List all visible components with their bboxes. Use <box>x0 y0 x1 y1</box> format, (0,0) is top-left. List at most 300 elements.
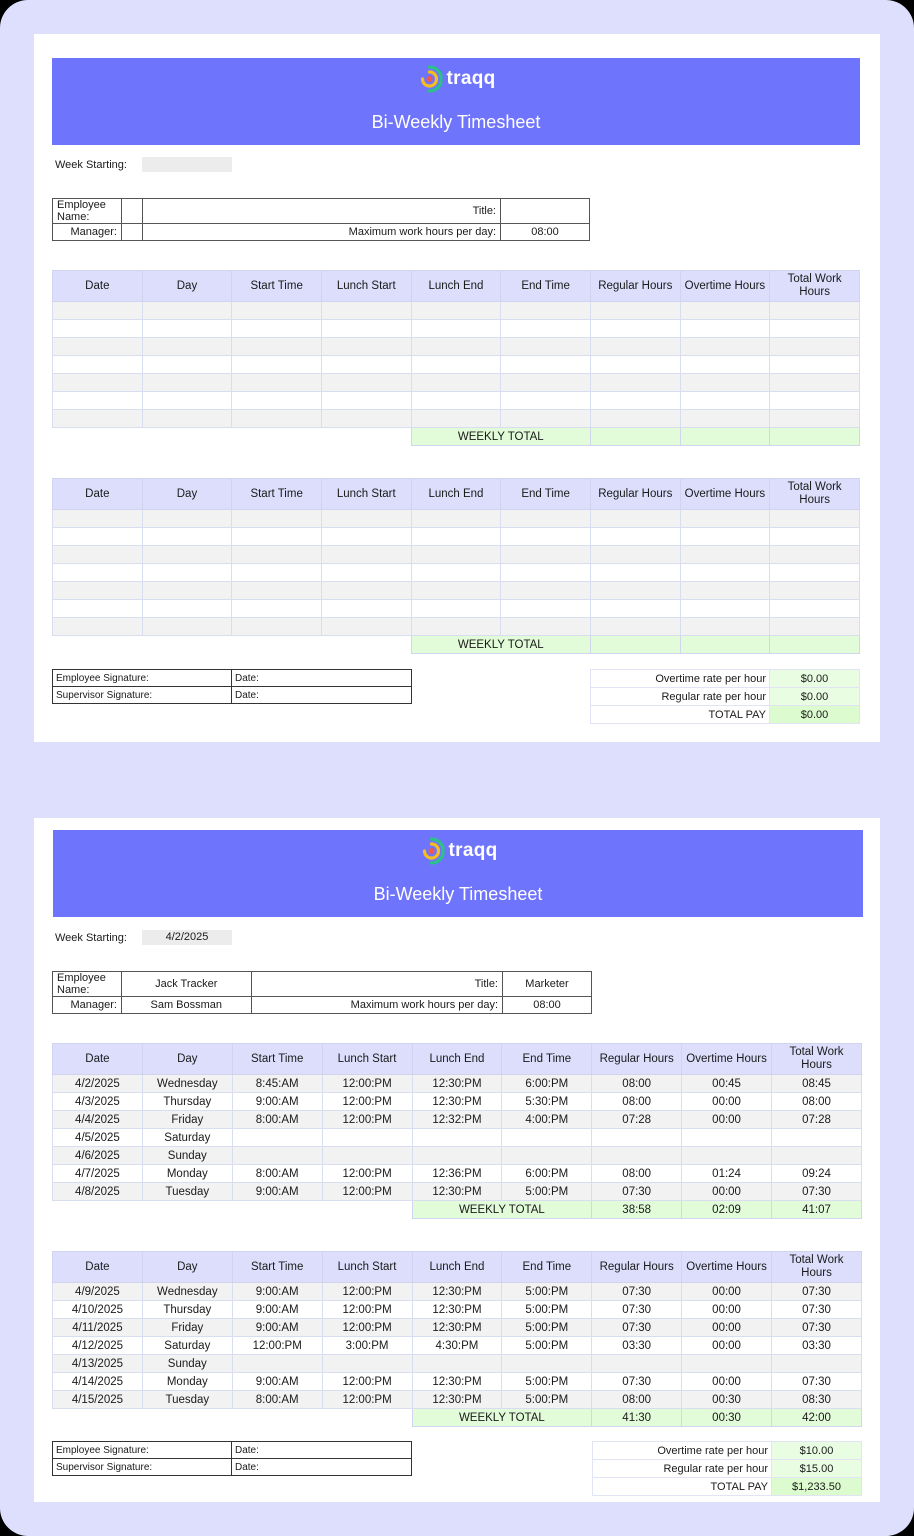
table-cell[interactable]: 00:30 <box>682 1391 772 1409</box>
table-cell[interactable] <box>590 302 680 320</box>
column-header: Start Time <box>232 479 322 510</box>
table-cell[interactable] <box>411 320 501 338</box>
table-cell[interactable] <box>232 1147 322 1165</box>
table-cell[interactable] <box>501 374 591 392</box>
column-header: End Time <box>501 479 591 510</box>
table-cell[interactable]: 12:30:PM <box>412 1391 502 1409</box>
table-cell[interactable] <box>590 510 680 528</box>
table-cell[interactable] <box>232 338 322 356</box>
employee-signature-field[interactable]: Employee Signature: <box>53 670 232 687</box>
table-cell[interactable] <box>232 320 322 338</box>
employee-signature-date-field[interactable]: Date: <box>232 1442 412 1459</box>
table-cell[interactable]: 6:00:PM <box>502 1165 592 1183</box>
table-cell[interactable] <box>590 582 680 600</box>
table-cell[interactable]: 3:00:PM <box>322 1337 412 1355</box>
table-cell[interactable] <box>501 320 591 338</box>
table-cell[interactable] <box>232 546 322 564</box>
table-cell[interactable]: Friday <box>142 1111 232 1129</box>
table-cell[interactable]: 03:30 <box>592 1337 682 1355</box>
table-cell[interactable]: Saturday <box>142 1337 232 1355</box>
table-cell[interactable]: 07:30 <box>772 1183 862 1201</box>
table-cell[interactable] <box>321 392 411 410</box>
table-cell[interactable] <box>501 302 591 320</box>
column-header: Regular Hours <box>590 271 680 302</box>
table-cell[interactable]: 4/9/2025 <box>53 1283 143 1301</box>
table-cell[interactable]: 08:00 <box>772 1093 862 1111</box>
table-cell[interactable] <box>53 546 143 564</box>
table-cell[interactable]: 12:00:PM <box>322 1075 412 1093</box>
table-cell[interactable]: 12:00:PM <box>232 1337 322 1355</box>
table-cell[interactable]: 08:30 <box>772 1391 862 1409</box>
table-row <box>53 392 860 410</box>
table-cell[interactable] <box>502 1147 592 1165</box>
max-hours-field[interactable]: 08:00 <box>501 224 590 241</box>
table-cell[interactable]: 4/2/2025 <box>53 1075 143 1093</box>
table-cell[interactable]: 00:45 <box>682 1075 772 1093</box>
table-cell[interactable] <box>142 410 232 428</box>
table-cell[interactable]: 4/10/2025 <box>53 1301 143 1319</box>
table-cell[interactable] <box>53 302 143 320</box>
table-cell[interactable]: 9:00:AM <box>232 1183 322 1201</box>
table-cell[interactable]: 07:30 <box>592 1183 682 1201</box>
column-header: Date <box>53 1044 143 1075</box>
table-cell[interactable]: 4/8/2025 <box>53 1183 143 1201</box>
table-cell[interactable] <box>53 374 143 392</box>
table-cell[interactable] <box>770 392 860 410</box>
table-cell[interactable] <box>232 582 322 600</box>
table-cell[interactable]: 08:00 <box>592 1391 682 1409</box>
table-cell[interactable]: 4/13/2025 <box>53 1355 143 1373</box>
table-cell[interactable]: 9:00:AM <box>232 1283 322 1301</box>
table-cell[interactable]: 4/14/2025 <box>53 1373 143 1391</box>
table-cell[interactable] <box>232 356 322 374</box>
table-cell[interactable] <box>232 392 322 410</box>
table-cell[interactable]: Monday <box>142 1165 232 1183</box>
table-cell[interactable] <box>412 1129 502 1147</box>
manager-field[interactable] <box>122 224 143 241</box>
table-cell[interactable]: 4:00:PM <box>502 1111 592 1129</box>
week-starting-label: Week Starting: <box>55 158 127 171</box>
table-cell[interactable] <box>772 1129 862 1147</box>
week-starting-row <box>55 930 232 945</box>
table-cell[interactable]: Monday <box>142 1373 232 1391</box>
table-cell[interactable]: 5:00:PM <box>502 1373 592 1391</box>
table-cell[interactable]: 5:30:PM <box>502 1093 592 1111</box>
supervisor-signature-date-field[interactable]: Date: <box>232 687 412 704</box>
table-cell[interactable]: 08:00 <box>592 1165 682 1183</box>
table-cell[interactable]: 00:00 <box>682 1183 772 1201</box>
table-cell[interactable]: 4/6/2025 <box>53 1147 143 1165</box>
table-cell[interactable]: 07:30 <box>772 1319 862 1337</box>
table-cell[interactable] <box>411 600 501 618</box>
table-cell[interactable] <box>232 564 322 582</box>
column-header: Date <box>53 479 143 510</box>
table-cell[interactable] <box>232 410 322 428</box>
table-cell[interactable] <box>680 510 770 528</box>
table-cell[interactable] <box>411 546 501 564</box>
table-cell[interactable]: 07:28 <box>592 1111 682 1129</box>
table-cell[interactable]: 4/4/2025 <box>53 1111 143 1129</box>
table-cell[interactable]: 5:00:PM <box>502 1319 592 1337</box>
table-cell[interactable]: 5:00:PM <box>502 1391 592 1409</box>
table-cell[interactable] <box>590 374 680 392</box>
week-starting-field[interactable] <box>142 157 232 172</box>
table-cell[interactable] <box>321 356 411 374</box>
table-cell[interactable] <box>322 1355 412 1373</box>
table-cell[interactable] <box>680 320 770 338</box>
table-cell[interactable]: 4/12/2025 <box>53 1337 143 1355</box>
table-cell[interactable]: 07:30 <box>592 1283 682 1301</box>
table-cell[interactable] <box>590 528 680 546</box>
table-cell[interactable] <box>501 510 591 528</box>
table-cell[interactable] <box>592 1129 682 1147</box>
table-cell[interactable] <box>411 302 501 320</box>
table-cell[interactable] <box>53 356 143 374</box>
table-cell[interactable] <box>53 510 143 528</box>
table-cell[interactable] <box>682 1147 772 1165</box>
table-cell[interactable]: 01:24 <box>682 1165 772 1183</box>
title-field[interactable]: Marketer <box>503 972 592 997</box>
employee-name-field[interactable]: Jack Tracker <box>122 972 252 997</box>
table-cell[interactable] <box>321 582 411 600</box>
table-cell[interactable] <box>501 356 591 374</box>
table-cell[interactable] <box>411 582 501 600</box>
table-cell[interactable] <box>680 546 770 564</box>
table-cell[interactable] <box>590 356 680 374</box>
table-cell[interactable] <box>142 564 232 582</box>
table-cell[interactable] <box>590 320 680 338</box>
table-cell[interactable] <box>53 564 143 582</box>
regular-rate-field[interactable]: $15.00 <box>772 1460 862 1478</box>
table-cell[interactable]: 00:00 <box>682 1319 772 1337</box>
table-cell[interactable]: 9:00:AM <box>232 1093 322 1111</box>
table-cell[interactable] <box>680 582 770 600</box>
table-cell[interactable] <box>680 528 770 546</box>
table-cell[interactable] <box>142 356 232 374</box>
table-cell[interactable]: 12:00:PM <box>322 1111 412 1129</box>
table-cell[interactable] <box>501 582 591 600</box>
table-cell[interactable]: 9:00:AM <box>232 1301 322 1319</box>
weekly-total-regular: 41:30 <box>592 1409 682 1427</box>
table-cell[interactable] <box>142 510 232 528</box>
table-cell[interactable] <box>53 582 143 600</box>
table-cell[interactable] <box>501 338 591 356</box>
weekly-total-regular <box>590 636 680 654</box>
table-cell[interactable]: 12:00:PM <box>322 1183 412 1201</box>
table-cell[interactable] <box>232 528 322 546</box>
employee-name-field[interactable] <box>122 199 143 224</box>
table-cell[interactable] <box>680 392 770 410</box>
table-cell[interactable] <box>321 410 411 428</box>
overtime-rate-field[interactable]: $0.00 <box>770 670 860 688</box>
table-cell[interactable]: 5:00:PM <box>502 1183 592 1201</box>
table-cell[interactable] <box>53 600 143 618</box>
table-cell[interactable] <box>232 374 322 392</box>
table-cell[interactable]: 12:30:PM <box>412 1283 502 1301</box>
table-cell[interactable]: Wednesday <box>142 1075 232 1093</box>
table-cell[interactable]: 5:00:PM <box>502 1337 592 1355</box>
supervisor-signature-date-field[interactable]: Date: <box>232 1459 412 1476</box>
table-cell[interactable] <box>502 1129 592 1147</box>
column-header: Total Work Hours <box>770 271 860 302</box>
table-cell[interactable] <box>680 374 770 392</box>
table-cell[interactable]: 12:00:PM <box>322 1093 412 1111</box>
employee-signature-field[interactable]: Employee Signature: <box>53 1442 232 1459</box>
table-cell[interactable] <box>142 618 232 636</box>
regular-rate-field[interactable]: $0.00 <box>770 688 860 706</box>
table-cell[interactable]: 12:36:PM <box>412 1165 502 1183</box>
table-cell[interactable]: 4/3/2025 <box>53 1093 143 1111</box>
week-starting-field[interactable]: 4/2/2025 <box>142 930 232 945</box>
table-cell[interactable]: 00:00 <box>682 1111 772 1129</box>
table-cell[interactable] <box>501 546 591 564</box>
weekly-total-label: WEEKLY TOTAL <box>411 428 590 446</box>
table-cell[interactable]: 00:00 <box>682 1301 772 1319</box>
table-cell[interactable]: 12:30:PM <box>412 1183 502 1201</box>
table-cell[interactable] <box>232 618 322 636</box>
table-cell[interactable] <box>501 392 591 410</box>
table-cell[interactable] <box>590 564 680 582</box>
table-cell[interactable]: 07:30 <box>592 1301 682 1319</box>
table-cell[interactable] <box>232 600 322 618</box>
table-cell[interactable] <box>53 618 143 636</box>
table-cell[interactable] <box>321 302 411 320</box>
table-cell[interactable] <box>321 600 411 618</box>
table-cell[interactable]: 12:30:PM <box>412 1319 502 1337</box>
table-cell[interactable] <box>501 410 591 428</box>
table-cell[interactable]: 07:30 <box>772 1283 862 1301</box>
table-cell[interactable] <box>142 582 232 600</box>
table-cell[interactable] <box>680 356 770 374</box>
table-cell[interactable]: 4:30:PM <box>412 1337 502 1355</box>
table-cell[interactable] <box>682 1129 772 1147</box>
table-cell[interactable] <box>501 564 591 582</box>
employee-info-table <box>52 971 592 1014</box>
table-cell[interactable]: Wednesday <box>142 1283 232 1301</box>
table-cell[interactable] <box>53 320 143 338</box>
table-cell[interactable] <box>142 528 232 546</box>
table-cell[interactable]: 07:28 <box>772 1111 862 1129</box>
table-cell[interactable] <box>770 618 860 636</box>
table-cell[interactable] <box>772 1355 862 1373</box>
column-header: End Time <box>501 271 591 302</box>
table-cell[interactable] <box>680 410 770 428</box>
table-cell[interactable] <box>592 1355 682 1373</box>
supervisor-signature-field[interactable]: Supervisor Signature: <box>53 687 232 704</box>
table-cell[interactable] <box>411 618 501 636</box>
table-cell[interactable]: 4/11/2025 <box>53 1319 143 1337</box>
table-cell[interactable] <box>502 1355 592 1373</box>
table-cell[interactable]: 12:00:PM <box>322 1319 412 1337</box>
table-cell[interactable] <box>142 546 232 564</box>
table-cell[interactable]: 5:00:PM <box>502 1301 592 1319</box>
table-cell[interactable] <box>770 320 860 338</box>
table-cell[interactable]: Thursday <box>142 1301 232 1319</box>
table-cell[interactable]: 12:32:PM <box>412 1111 502 1129</box>
timesheet-header <box>53 830 863 917</box>
table-cell[interactable]: Saturday <box>142 1129 232 1147</box>
table-cell[interactable] <box>142 302 232 320</box>
table-cell[interactable]: 12:30:PM <box>412 1075 502 1093</box>
max-hours-label: Maximum work hours per day: <box>142 224 500 241</box>
table-cell[interactable] <box>321 618 411 636</box>
table-cell[interactable] <box>53 410 143 428</box>
table-cell[interactable] <box>411 528 501 546</box>
table-cell[interactable] <box>592 1147 682 1165</box>
table-cell[interactable]: 00:00 <box>682 1283 772 1301</box>
table-cell[interactable]: 07:30 <box>772 1373 862 1391</box>
table-cell[interactable] <box>770 510 860 528</box>
table-cell[interactable] <box>590 392 680 410</box>
column-header: Start Time <box>232 1044 322 1075</box>
table-cell[interactable]: 9:00:AM <box>232 1373 322 1391</box>
table-cell[interactable]: 07:30 <box>772 1301 862 1319</box>
table-cell[interactable]: 8:00:AM <box>232 1165 322 1183</box>
table-cell[interactable]: 00:00 <box>682 1093 772 1111</box>
table-cell[interactable] <box>590 546 680 564</box>
weekly-total-label: WEEKLY TOTAL <box>412 1201 592 1219</box>
table-cell[interactable]: 12:30:PM <box>412 1301 502 1319</box>
table-cell[interactable] <box>770 546 860 564</box>
table-cell[interactable]: Tuesday <box>142 1391 232 1409</box>
table-cell[interactable] <box>142 600 232 618</box>
table-cell[interactable] <box>53 392 143 410</box>
table-cell[interactable]: 09:24 <box>772 1165 862 1183</box>
table-cell[interactable] <box>411 356 501 374</box>
max-hours-field[interactable]: 08:00 <box>503 997 592 1014</box>
table-cell[interactable]: 9:00:AM <box>232 1319 322 1337</box>
table-cell[interactable]: 12:30:PM <box>412 1373 502 1391</box>
table-cell[interactable] <box>322 1147 412 1165</box>
table-cell[interactable]: 12:30:PM <box>412 1093 502 1111</box>
table-cell[interactable] <box>770 564 860 582</box>
table-cell[interactable] <box>590 618 680 636</box>
table-cell[interactable] <box>321 320 411 338</box>
table-cell[interactable] <box>321 510 411 528</box>
table-cell[interactable]: Tuesday <box>142 1183 232 1201</box>
table-cell[interactable]: 08:45 <box>772 1075 862 1093</box>
table-cell[interactable]: 4/5/2025 <box>53 1129 143 1147</box>
table-cell[interactable] <box>770 600 860 618</box>
table-cell[interactable]: 4/15/2025 <box>53 1391 143 1409</box>
table-cell[interactable] <box>53 528 143 546</box>
table-cell[interactable]: 4/7/2025 <box>53 1165 143 1183</box>
table-cell[interactable]: 8:00:AM <box>232 1111 322 1129</box>
table-cell[interactable] <box>142 374 232 392</box>
table-cell[interactable]: Sunday <box>142 1355 232 1373</box>
table-cell[interactable]: 00:00 <box>682 1373 772 1391</box>
table-cell[interactable] <box>411 410 501 428</box>
table-cell[interactable] <box>232 1129 322 1147</box>
table-cell[interactable] <box>411 564 501 582</box>
table-cell[interactable] <box>680 618 770 636</box>
table-cell[interactable] <box>590 338 680 356</box>
employee-name-label: Employee Name: <box>53 972 122 997</box>
table-cell[interactable] <box>232 302 322 320</box>
table-cell[interactable] <box>321 564 411 582</box>
overtime-rate-field[interactable]: $10.00 <box>772 1442 862 1460</box>
table-cell[interactable]: 12:00:PM <box>322 1283 412 1301</box>
table-cell[interactable] <box>232 510 322 528</box>
table-cell[interactable]: Thursday <box>142 1093 232 1111</box>
table-cell[interactable] <box>322 1129 412 1147</box>
table-cell[interactable] <box>680 600 770 618</box>
manager-label: Manager: <box>53 224 122 241</box>
table-cell[interactable] <box>770 582 860 600</box>
table-cell[interactable]: 07:30 <box>592 1373 682 1391</box>
table-cell[interactable] <box>770 410 860 428</box>
table-header-row <box>53 271 860 302</box>
table-cell[interactable] <box>680 338 770 356</box>
table-cell[interactable] <box>53 338 143 356</box>
table-cell[interactable]: 8:00:AM <box>232 1391 322 1409</box>
table-cell[interactable] <box>770 302 860 320</box>
table-cell[interactable] <box>501 600 591 618</box>
table-cell[interactable] <box>411 338 501 356</box>
table-cell[interactable] <box>321 374 411 392</box>
table-cell[interactable] <box>772 1147 862 1165</box>
table-cell[interactable]: 03:30 <box>772 1337 862 1355</box>
table-cell[interactable]: 00:00 <box>682 1337 772 1355</box>
table-cell[interactable] <box>142 392 232 410</box>
manager-field[interactable]: Sam Bossman <box>122 997 252 1014</box>
table-row <box>53 1355 862 1373</box>
table-cell[interactable] <box>501 618 591 636</box>
title-field[interactable] <box>501 199 590 224</box>
table-cell[interactable]: 08:00 <box>592 1093 682 1111</box>
column-header: Lunch Start <box>322 1252 412 1283</box>
regular-rate-label: Regular rate per hour <box>591 688 770 706</box>
table-cell[interactable]: Friday <box>142 1319 232 1337</box>
table-cell[interactable]: Sunday <box>142 1147 232 1165</box>
table-cell[interactable] <box>682 1355 772 1373</box>
table-cell[interactable] <box>770 528 860 546</box>
table-cell[interactable] <box>411 510 501 528</box>
table-cell[interactable] <box>590 600 680 618</box>
table-cell[interactable]: 5:00:PM <box>502 1283 592 1301</box>
table-cell[interactable]: 07:30 <box>592 1319 682 1337</box>
table-cell[interactable]: 12:00:PM <box>322 1165 412 1183</box>
table-cell[interactable] <box>590 410 680 428</box>
table-cell[interactable]: 6:00:PM <box>502 1075 592 1093</box>
table-cell[interactable] <box>680 302 770 320</box>
table-cell[interactable] <box>142 338 232 356</box>
table-cell[interactable] <box>680 564 770 582</box>
table-cell[interactable] <box>770 338 860 356</box>
table-cell[interactable] <box>321 546 411 564</box>
employee-signature-date-field[interactable]: Date: <box>232 670 412 687</box>
table-cell[interactable]: 08:00 <box>592 1075 682 1093</box>
column-header: Overtime Hours <box>680 479 770 510</box>
table-cell[interactable] <box>321 338 411 356</box>
weekly-total-row <box>53 636 860 654</box>
table-cell[interactable] <box>770 356 860 374</box>
table-cell[interactable]: 12:00:PM <box>322 1301 412 1319</box>
table-cell[interactable] <box>411 392 501 410</box>
table-cell[interactable] <box>501 528 591 546</box>
table-cell[interactable]: 8:45:AM <box>232 1075 322 1093</box>
table-cell[interactable] <box>232 1355 322 1373</box>
table-cell[interactable] <box>412 1355 502 1373</box>
table-cell[interactable] <box>411 374 501 392</box>
supervisor-signature-field[interactable]: Supervisor Signature: <box>53 1459 232 1476</box>
table-cell[interactable] <box>321 528 411 546</box>
table-cell[interactable] <box>412 1147 502 1165</box>
table-cell[interactable]: 12:00:PM <box>322 1391 412 1409</box>
table-cell[interactable] <box>142 320 232 338</box>
table-cell[interactable] <box>770 374 860 392</box>
table-cell[interactable]: 12:00:PM <box>322 1373 412 1391</box>
